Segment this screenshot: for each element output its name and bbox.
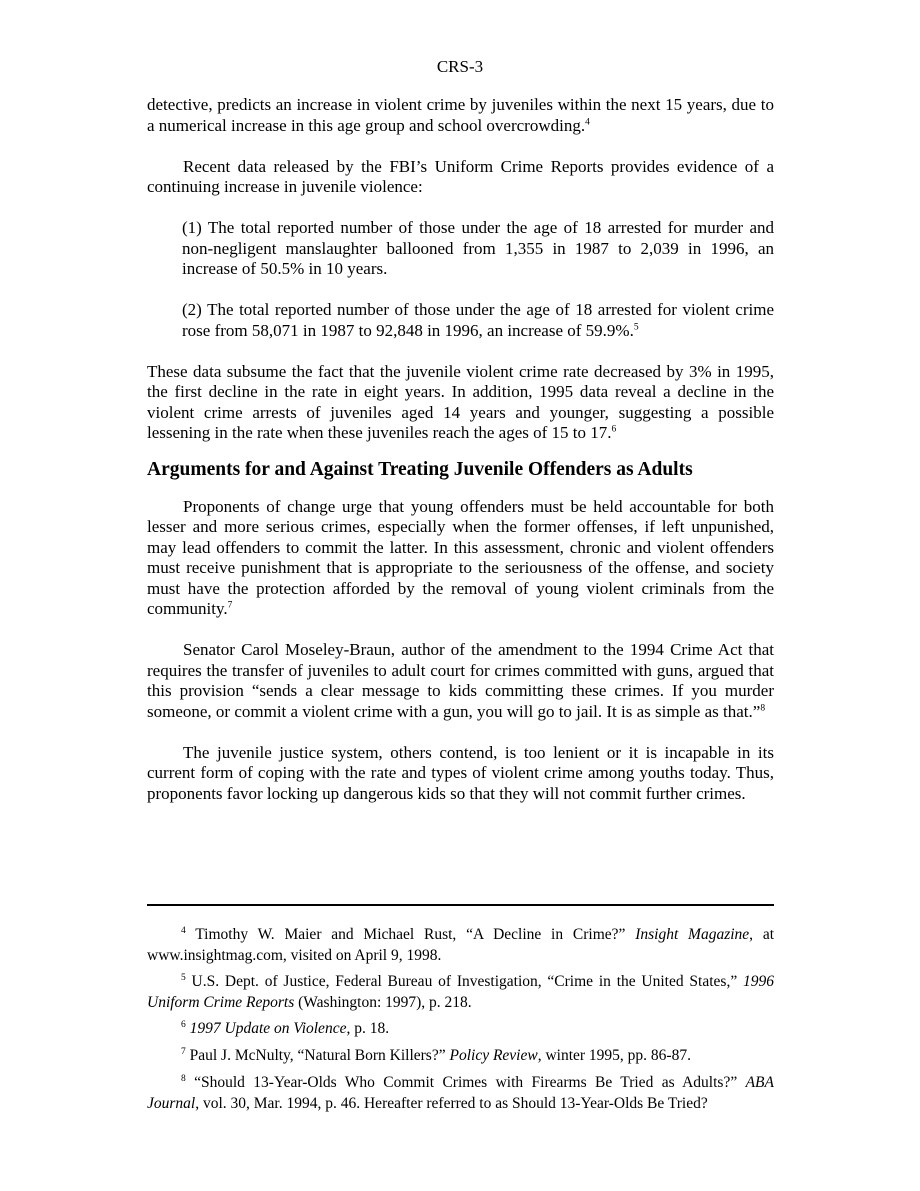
paragraph-text: Senator Carol Moseley-Braun, author of the amendment to the 1994 Crime Act that requires the transfer of juveniles to adult court for crimes committed with guns, argued that this provision “sends a clear message to kids committing these crimes. If you murder someone, or commit a violent crime with a gun, you will go to jail. It is as simple as that.” xyxy=(147,640,774,721)
footnote-text: , p. 18. xyxy=(346,1020,390,1037)
footnote-ref: 7 xyxy=(227,600,233,611)
footnote-ref: 6 xyxy=(611,424,617,435)
footnote-text: U.S. Dept. of Justice, Federal Bureau of Investigation, “Crime in the United States,” xyxy=(185,973,743,990)
footnote-text: , vol. 30, Mar. 1994, p. 46. Hereafter referred to as Should 13-Year-Olds Be Tried? xyxy=(195,1094,708,1112)
footnote-italic: ABA Journal xyxy=(147,1074,774,1112)
page-header: CRS-3 xyxy=(436,57,484,76)
list-item-text: (2) The total reported number of those under the age of 18 arrested for violent crime rose from 58,071 in 1987 to 92,848 in 1996, an increase of 59.9%. xyxy=(182,300,774,340)
footnote-divider xyxy=(147,904,774,906)
paragraph-senator xyxy=(147,640,774,722)
document-body xyxy=(147,95,774,804)
paragraph-text: Proponents of change urge that young offenders must be held accountable for both lesser and more serious crimes, especially when the former offenses, if left unpunished, may lead offenders to commit the latter. In this assessment, chronic and violent offenders must receive punishment that is appropriate to the seriousness of the offense, and society must have the protection afforded by the removal of young violent criminals from the community. xyxy=(147,496,774,618)
footnote-number: 8 xyxy=(181,1073,186,1084)
footnote-number: 6 xyxy=(181,1019,186,1030)
footnote-text: , winter 1995, pp. 86-87. xyxy=(537,1047,691,1064)
list-item-violent-crime-arrests xyxy=(182,300,774,341)
footnote-number: 5 xyxy=(181,972,186,983)
paragraph-proponents xyxy=(147,497,774,620)
footnote-italic: 1996 Uniform Crime Reports xyxy=(147,973,774,1011)
footnote-4 xyxy=(147,925,774,966)
footnote-ref: 8 xyxy=(760,702,766,713)
footnote-text: (Washington: 1997), p. 218. xyxy=(294,993,472,1011)
footnote-ref: 4 xyxy=(585,116,590,127)
footnote-italic: 1997 Update on Violence xyxy=(189,1020,347,1037)
footnote-text: “Should 13-Year-Olds Who Commit Crimes with Firearms Be Tried as Adults?” xyxy=(185,1074,746,1091)
section-heading: Arguments for and Against Treating Juvenile Offenders as Adults xyxy=(147,458,693,480)
footnote-number: 7 xyxy=(181,1046,186,1057)
paragraph-text: detective, predicts an increase in violent crime by juveniles within the next 15 years, due to a numerical increase in this age group and school overcrowding. xyxy=(147,95,774,135)
footnote-italic: Insight Magazine xyxy=(635,926,750,943)
footnote-number: 4 xyxy=(181,925,186,936)
list-item-murder-arrests: (1) The total reported number of those under the age of 18 arrested for murder and non-negligent manslaughter ballooned from 1,355 in 1987 to 2,039 in 1996, an increase of 50.5% in 10 years. xyxy=(182,218,774,278)
paragraph-fbi-data: Recent data released by the FBI’s Uniform Crime Reports provides evidence of a continuing increase in juvenile violence: xyxy=(147,156,774,196)
footnote-italic: Policy Review xyxy=(449,1047,538,1064)
footnote-text: , at www.insightmag.com, visited on April 9, 1998. xyxy=(147,926,775,964)
footnote-text: Timothy W. Maier and Michael Rust, “A Decline in Crime?” xyxy=(185,926,636,943)
paragraph-text: These data subsume the fact that the juvenile violent crime rate decreased by 3% in 1995, the first decline in the rate in eight years. In addition, 1995 data reveal a decline in the violent crime arrests of juveniles aged 14 years and younger, suggesting a possible lessening in the rate when these juveniles reach the ages of 15 to 17. xyxy=(147,361,774,442)
footnote-7 xyxy=(147,1046,774,1067)
footnote-8 xyxy=(147,1073,774,1114)
paragraph-intro xyxy=(147,95,774,136)
footnote-ref: 5 xyxy=(633,321,639,332)
paragraph-justice-system: The juvenile justice system, others contend, is too lenient or it is incapable in its current form of coping with the rate and types of violent crime among youths today. Thus, proponents favor locking up dangerous kids so that they will not commit further crimes. xyxy=(147,742,774,803)
footnote-5 xyxy=(147,972,774,1013)
footnote-text: Paul J. McNulty, “Natural Born Killers?” xyxy=(185,1047,450,1064)
footnote-6 xyxy=(147,1019,774,1040)
paragraph-subsume xyxy=(147,362,774,444)
